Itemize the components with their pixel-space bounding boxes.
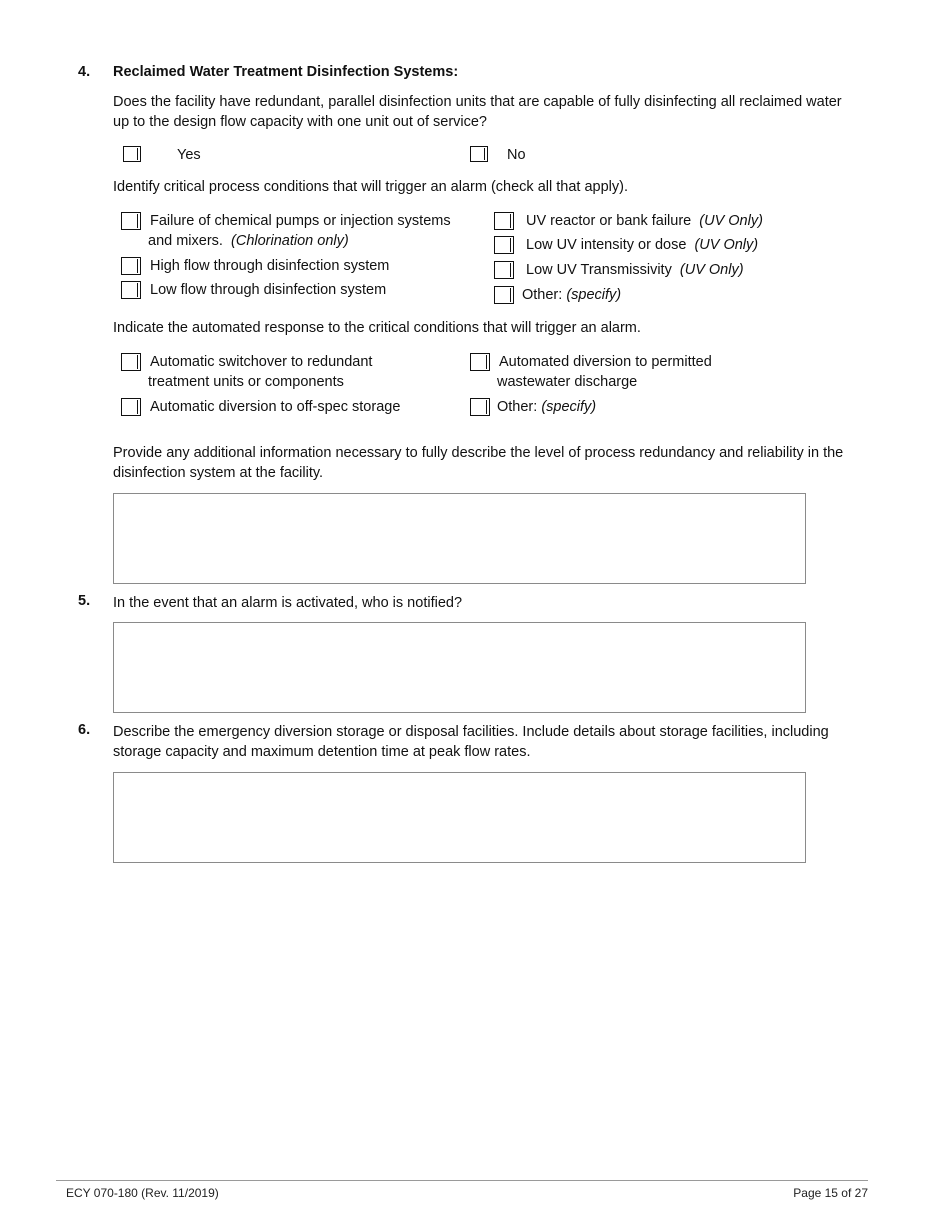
- uv-low-intensity-checkbox[interactable]: [494, 236, 514, 254]
- high-flow-label: High flow through disinfection system: [150, 258, 390, 274]
- offspec-storage-checkbox[interactable]: [121, 398, 141, 416]
- uv-reactor-failure-label: UV reactor or bank failure (UV Only): [526, 213, 763, 229]
- auto-switchover-checkbox[interactable]: [121, 353, 141, 371]
- emergency-diversion-textbox[interactable]: [113, 772, 806, 863]
- auto-diversion-label-line2: wastewater discharge: [497, 374, 638, 390]
- q4-title: Reclaimed Water Treatment Disinfection Systems:: [113, 64, 459, 80]
- response-other-checkbox[interactable]: [470, 398, 490, 416]
- q6-question: Describe the emergency diversion storage or disposal facilities. Include details about storage facilities, including storage capacity and maximum detention time at peak flow rates.: [113, 724, 829, 760]
- uv-low-transmissivity-checkbox[interactable]: [494, 261, 514, 279]
- q4-number: 4.: [78, 64, 91, 80]
- high-flow-checkbox[interactable]: [121, 257, 141, 275]
- notification-textbox[interactable]: [113, 622, 806, 713]
- chemical-pump-failure-label-line1: Failure of chemical pumps or injection systems: [150, 213, 451, 229]
- additional-info-textbox[interactable]: [113, 493, 806, 584]
- low-flow-label: Low flow through disinfection system: [150, 282, 387, 298]
- uv-low-intensity-label: Low UV intensity or dose (UV Only): [526, 237, 759, 253]
- no-checkbox[interactable]: [470, 146, 488, 162]
- response-prompt: Indicate the automated response to the critical conditions that will trigger an alarm.: [113, 320, 641, 336]
- uv-reactor-failure-checkbox[interactable]: [494, 212, 514, 230]
- chlorination-only-note: (Chlorination only): [231, 233, 349, 249]
- footer-divider: [56, 1180, 868, 1181]
- specify-note: (specify): [566, 287, 622, 303]
- uv-low-transmissivity-label: Low UV Transmissivity (UV Only): [526, 262, 744, 278]
- response-other-label: Other: (specify): [497, 399, 597, 415]
- form-id: ECY 070-180 (Rev. 11/2019): [66, 1186, 219, 1200]
- low-flow-checkbox[interactable]: [121, 281, 141, 299]
- yes-label: Yes: [177, 147, 201, 163]
- no-label: No: [507, 147, 526, 163]
- additional-info-prompt: Provide any additional information necessary to fully describe the level of process redundancy and reliability in the disinfection system at the facility.: [113, 445, 844, 481]
- page-number: Page 15 of 27: [793, 1186, 868, 1200]
- chemical-pump-failure-label-line2: and mixers. (Chlorination only): [148, 233, 349, 249]
- auto-switchover-label-line2: treatment units or components: [148, 374, 344, 390]
- auto-diversion-label-line1: Automated diversion to permitted: [499, 354, 712, 370]
- auto-switchover-label-line1: Automatic switchover to redundant: [150, 354, 373, 370]
- uv-only-note: (UV Only): [699, 213, 763, 229]
- auto-diversion-checkbox[interactable]: [470, 353, 490, 371]
- conditions-prompt: Identify critical process conditions that will trigger an alarm (check all that apply).: [113, 179, 628, 195]
- offspec-storage-label: Automatic diversion to off-spec storage: [150, 399, 401, 415]
- q4-question: Does the facility have redundant, parallel disinfection units that are capable of fully disinfecting all reclaimed water up to the design flow capacity with one unit out of service?: [113, 94, 842, 130]
- q6-number: 6.: [78, 722, 91, 738]
- yes-checkbox[interactable]: [123, 146, 141, 162]
- condition-other-checkbox[interactable]: [494, 286, 514, 304]
- q5-number: 5.: [78, 593, 91, 609]
- chemical-pump-failure-checkbox[interactable]: [121, 212, 141, 230]
- condition-other-label: Other: (specify): [522, 287, 622, 303]
- q5-question: In the event that an alarm is activated, who is notified?: [113, 595, 463, 611]
- uv-only-note: (UV Only): [694, 237, 759, 253]
- uv-only-note: (UV Only): [679, 262, 744, 278]
- specify-note: (specify): [541, 399, 597, 415]
